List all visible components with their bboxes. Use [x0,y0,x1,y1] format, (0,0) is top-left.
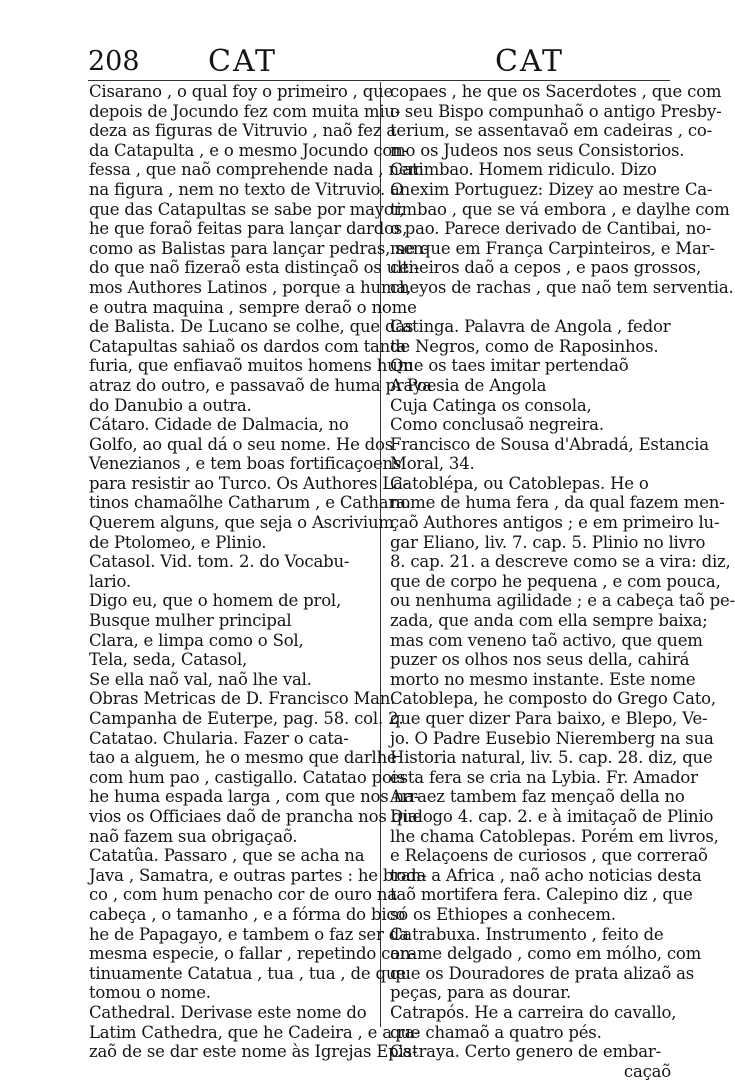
text-line: arame delgado , como em mólho, com [390,944,702,964]
text-line: he que foraõ feitas para lançar dardos, [89,219,408,239]
text-line: naõ fazem sua obrigaçaõ. [89,826,298,846]
text-line: do Danubio a outra. [89,395,252,415]
text-line: Que os taes imitar pertendaõ [390,356,629,376]
text-line: Catatao. Chularia. Fazer o cata- [89,728,349,748]
text-line: que os Douradores de prata alizaõ as [390,963,694,983]
text-line: cheyos de rachas , que naõ tem serventia. [390,277,734,297]
running-header [0,38,709,78]
text-line: o seu Bispo compunhaõ o antigo Presby- [390,101,722,121]
text-line: deza as figuras de Vitruvio , naõ fez a [89,121,397,141]
text-line: na figura , nem no texto de Vitruvio. O [89,179,404,199]
text-line: gar Eliano, liv. 7. cap. 5. Plinio no livro [390,532,706,552]
text-line: 8. cap. 21. a descreve como se a vira: diz, [390,552,731,572]
text-line: furia, que enfiavaõ muitos homens hum [89,356,414,376]
text-line: fessa , que naõ comprehende nada , nem [89,160,424,180]
text-line: atraz do outro, e passavaõ de huma praya [89,375,432,395]
text-line: Latim Cathedra, que he Cadeira , e a ra- [89,1022,420,1042]
text-line: A Poesia de Angola [390,375,547,395]
text-line: Cuja Catinga os consola, [390,395,592,415]
text-line: Cathedral. Derivase este nome do [89,1002,367,1022]
text-line: da Catapulta , e o mesmo Jocundo con- [89,140,408,160]
text-line: Francisco de Sousa d'Abradá, Estancia [390,434,709,454]
text-line: Catimbao. Homem ridiculo. Dizo [390,160,657,180]
text-line: Venezianos , e tem boas fortificaçoens [89,454,402,474]
text-line: vios os Officiaes daõ de prancha nos que [89,806,422,826]
text-line: com hum pao , castigallo. Catatao pois [89,767,406,787]
text-line: Catraya. Certo genero de embar- [390,1042,661,1062]
text-line: que das Catapultas se sabe por mayor, [89,199,405,219]
text-line: çaõ Authores antigos ; e em primeiro lu- [390,513,720,533]
text-line: mo os Judeos nos seus Consistorios. [390,140,685,160]
text-line: he de Papagayo, e tambem o faz ser da [89,924,409,944]
text-line: ou nenhuma agilidade ; e a cabeça taõ pe- [390,591,735,611]
text-line: tao a alguem, he o mesmo que darlhe [89,748,397,768]
text-line: copaes , he que os Sacerdotes , que com [390,82,722,101]
header-word-left: CAT [208,44,277,79]
text-line: zada, que anda com ella sempre baixa; [390,611,708,631]
right-column [390,82,735,1081]
text-line: Clara, e limpa como o Sol, [89,630,304,650]
text-line: Digo eu, que o homem de prol, [89,591,342,611]
page-number: 208 [88,46,140,77]
text-line: que quer dizer Para baixo, e Blepo, Ve- [390,709,708,728]
text-line: do que naõ fizeraõ esta distinçaõ os ulti- [89,258,420,278]
text-line: Obras Metricas de D. Francisco Man. [89,689,396,709]
text-line: de Negros, como de Raposinhos. [390,336,659,356]
text-line: Busque mulher principal [89,611,292,631]
text-line: Arraez tambem faz mençaõ della no [390,787,685,807]
text-line: esta fera se cria na Lybia. Fr. Amador [390,767,698,787]
text-line: Java , Samatra, e outras partes : he bran- [89,865,427,885]
text-line: nome de huma fera , da qual fazem men- [390,493,725,513]
text-line: mas com veneno taõ activo, que quem [390,630,703,650]
text-line: para resistir ao Turco. Os Authores La- [89,473,409,493]
text-line: timbao , que se vá embora , e daylhe com [390,199,730,219]
text-line: he huma espada larga , com que nos na- [89,787,420,807]
text-line: Catatûa. Passaro , que se acha na [89,846,365,866]
text-line [390,298,671,318]
text-line: lhe chama Catoblepas. Porém em livros, [390,826,719,846]
text-line: terium, se assentavaõ em cadeiras , co- [390,121,712,141]
text-line: caçaõ [623,1061,671,1081]
text-line: Catasol. Vid. tom. 2. do Vocabu- [89,552,350,572]
text-line: só os Ethiopes a conhecem. [390,904,616,924]
text-line: de Ptolomeo, e Plinio. [89,532,267,552]
text-line: depois de Jocundo fez com muita miu- [89,101,401,121]
text-line: mos Authores Latinos , porque a huma, [89,277,412,297]
text-line: tinuamente Catatua , tua , tua , de que [89,963,406,983]
header-word-right: CAT [495,44,564,79]
text-line: co , com hum penacho cor de ouro na [89,885,397,905]
text-line: tomou o nome. [89,983,211,1003]
text-line: Golfo, ao qual dá o seu nome. He dos [89,434,394,454]
text-line: e outra maquina , sempre deraõ o nome [89,297,417,317]
text-line: Campanha de Euterpe, pag. 58. col. 2. [89,709,404,728]
left-column [89,82,432,1062]
text-line: Catapultas sahiaõ os dardos com tanta [89,336,407,356]
text-line: Historia natural, liv. 5. cap. 28. diz, que [390,748,713,768]
text-line: Catrapós. He a carreira do cavallo, [390,1002,677,1022]
text-line: cabeça , o tamanho , e a fórma do bico [89,904,406,924]
text-line: tinos chamaõlhe Catharum , e Cathara. [89,493,411,513]
text-line: Como conclusaõ negreira. [390,415,604,435]
text-line: Cátaro. Cidade de Dalmacia, no [89,415,349,435]
header-rule [88,80,670,81]
text-line: como as Balistas para lançar pedras, sen- [89,238,429,258]
text-line: ceneiros daõ a cepos , e paos grossos, [390,258,701,278]
text-line: Catoblépa, ou Catoblepas. He o [390,473,649,493]
text-line: anexim Portuguez: Dizey ao mestre Ca- [390,179,713,199]
text-line: zaõ de se dar este nome às Igrejas Epis- [89,1042,418,1062]
text-line: Tela, seda, Catasol, [89,650,248,670]
text-line: Catinga. Palavra de Angola , fedor [390,317,671,337]
text-line: Catoblepa, he composto do Grego Cato, [390,689,716,709]
text-line: taõ mortifera fera. Calepino diz , que [390,885,693,905]
text-line: me que em França Carpinteiros, e Mar- [390,238,715,258]
text-line: puzer os olhos nos seus della, cahirá [390,650,690,670]
text-line: Dialogo 4. cap. 2. e à imitaçaõ de Plinio [390,806,714,826]
text-line: morto no mesmo instante. Este nome [390,669,696,689]
text-line: Se ella naõ val, naõ lhe val. [89,669,312,689]
text-line: Moral, 34. [390,454,475,474]
text-line: que chamaõ a quatro pés. [390,1022,602,1042]
text-line: lario. [89,571,131,591]
text-line: Querem alguns, que seja o Ascrivium [89,513,394,533]
text-line: jo. O Padre Eusebio Nieremberg na sua [390,728,714,748]
text-line: peças, para as dourar. [390,983,572,1003]
text-line: que de corpo he pequena , e com pouca, [390,571,721,591]
text-line: mesma especie, o fallar , repetindo con- [89,944,416,964]
text-line: de Balista. De Lucano se colhe, que das [89,317,414,337]
text-line: Cisarano , o qual foy o primeiro , que [89,82,394,101]
text-line: e Relaçoens de curiosos , que correraõ [390,846,708,866]
text-line: Catrabuxa. Instrumento , feito de [390,924,664,944]
text-line: toda a Africa , naõ acho noticias desta [390,865,702,885]
text-line: o pao. Parece derivado de Cantibai, no- [390,219,712,239]
